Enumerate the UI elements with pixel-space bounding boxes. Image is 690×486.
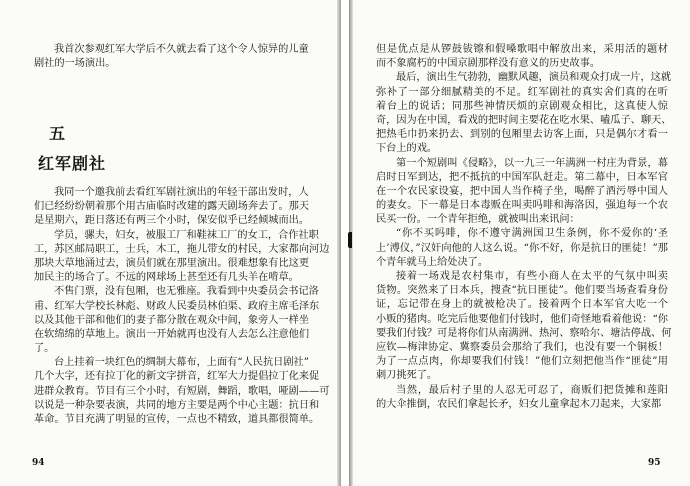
text-line: 是星期六，距日落还有两三个小时，保安似乎已经倾城而出。 — [34, 215, 310, 227]
text-line: 进群众教育。节目有三个小时，有短剧，舞蹈，歌唱，哑剧——可 — [34, 385, 330, 397]
text-line: 以说是一种杂要表演，共同的地方主要是两个中心主题：抗日和 — [34, 399, 320, 411]
text-line: 小贩的猪肉。吃完后他要他们付钱时，他们奇怪地看着他说：“你 — [376, 313, 668, 325]
text-line: 加民主的场合了。不远的网球场上甚至还有几头羊在啃草。 — [34, 272, 299, 284]
text-line: 把热毛巾扔来扔去、到别的包厢里去访客上面，只是偶尔才看一 — [376, 129, 668, 141]
text-line: 以及其他干部和他们的妻子都分散在观众中间，象旁人一样坐 — [34, 314, 310, 326]
text-line: 们已经纷纷朝着那个用古庙临时改建的露天剧场奔去了。那天 — [34, 201, 310, 213]
text-line: 刺刀挑死了。 — [376, 370, 438, 382]
text-line: 要我们付钱？可是将你们从南满洲、热河、察哈尔、塘沽停战、何 — [376, 327, 672, 339]
text-line: 应钦—梅津协定、冀察委员会那给了我们，也没有要一个铜板！ — [376, 341, 668, 353]
text-line: 的妻女。下一幕是日本毒贩在叫卖吗啡和海洛因，强迫每一个农 — [376, 200, 668, 212]
text-line: 个青年就马上给处决了。 — [376, 256, 489, 268]
text-line: 为了一点点肉，你却要我们付钱！”他们立刻把他当作“匪徒”用 — [376, 356, 668, 368]
section-number: 五 — [49, 124, 66, 143]
text-line: 奇，因为在中国，看戏的把时间主要花在吃水果、嗑瓜子、聊天、 — [376, 114, 672, 126]
page-number-left: 94 — [32, 458, 45, 468]
text-line: 当然，最后村子里的人忍无可忍了，商贩们把货摊和莲阳 — [396, 384, 668, 396]
text-line: 民买一份。一个青年拒绝，就被叫出来讯问： — [376, 214, 580, 226]
text-line: 弥补了一部分细腻精美的不足。红军剧社的真实舍们真的在听 — [376, 86, 668, 98]
text-line: 台上挂着一块红色的绸制大幕布，上面有“人民抗日剧社” — [54, 357, 309, 369]
text-line: 不售门票，没有包厢，也无雅座。我看到中央委员会书记洛 — [54, 286, 319, 298]
page-number-right: 95 — [648, 458, 661, 468]
text-line: 第一个短剧叫《侵略》，以一九三一年满洲一村庄为背景，幕 — [396, 157, 668, 169]
text-line: 而不象腐朽的中国京剧那样没有意义的历史故事。 — [376, 58, 601, 70]
text-line: 那块大草地涌过去，演员们就在那里演出。很难想象有比这更 — [34, 257, 310, 269]
text-line: “你不买吗啡，你不遵守满洲国卫生条例，你不爱你的‘圣 — [396, 228, 668, 240]
text-line: 甫、红军大学校长林彪、财政人民委员林伯渠、政府主席毛泽东 — [34, 300, 320, 312]
text-line: 学员，骡夫，妇女，被服工厂和鞋袜工厂的女工，合作社职 — [54, 229, 319, 241]
text-line: 工，苏区邮局职工，士兵，木工，拖儿带女的村民，大家都向河边 — [34, 243, 330, 255]
text-line: 接着一场戏是农村集市，有些小商人在太平的气氛中叫卖 — [396, 271, 668, 282]
text-line: 几个大字，还有拉丁化的新文字拼音，红军大力提倡拉丁化来促 — [34, 371, 320, 383]
left-body-text — [34, 186, 330, 427]
text-line: 我同一个邀我前去看红军剧社演出的年轻干部出发时，人 — [54, 187, 309, 198]
text-line: 革命。节目充满了明显的宣传，一点也不精致，道具都很简单。 — [34, 414, 320, 425]
right-body-text — [376, 43, 672, 412]
text-line: 最后，演出生气勃勃，幽默风趣，演员和观众打成一片，这就 — [396, 72, 672, 84]
text-line: 上’溥仪，”汉奸向他的人这么说。“你不好，你是抗日的匪徒！”那 — [376, 242, 668, 254]
text-line: 但是优点是从锣鼓钹镲和假嗓歌唱中解放出来，采用活的题材 — [376, 44, 668, 55]
text-line: 在软绵绵的草地上。演出一开始就再也没有人去怎么注意他们 — [34, 328, 310, 340]
text-line: 在一个农民家设宴，把中国人当作椅子坐，喝醉了酒污辱中国人 — [376, 185, 668, 197]
section-title: 红军剧社 — [38, 154, 107, 173]
text-line: 着台上的说话；同那些神情厌烦的京剧观众相比，这真使人惊 — [376, 100, 668, 112]
text-line: 的大伞推倒，农民们拿起长矛，妇女儿童拿起木刀起来，大家都 — [376, 398, 662, 410]
text-line: 货物。突然来了日本兵，搜查“抗日匪徒”。他们要当场查看身份 — [376, 285, 668, 297]
text-line: 剧社的一场演出。 — [34, 58, 116, 70]
text-line: 了。 — [34, 343, 55, 355]
binding-mark — [348, 232, 352, 248]
text-line: 我首次参观红军大学后不久就去看了这个令人惊异的儿童 — [54, 44, 309, 55]
text-line: 证，忘记带在身上的就被枪决了。接着两个日本军官大吃一个 — [376, 299, 668, 311]
text-line: 下台上的戏。 — [376, 143, 438, 155]
intro-paragraph — [34, 43, 309, 71]
right-page — [353, 0, 690, 486]
left-page — [0, 0, 337, 486]
text-line: 启时日军到达，把不抵抗的中国军队赶走。第二幕中，日本军官 — [376, 171, 668, 183]
